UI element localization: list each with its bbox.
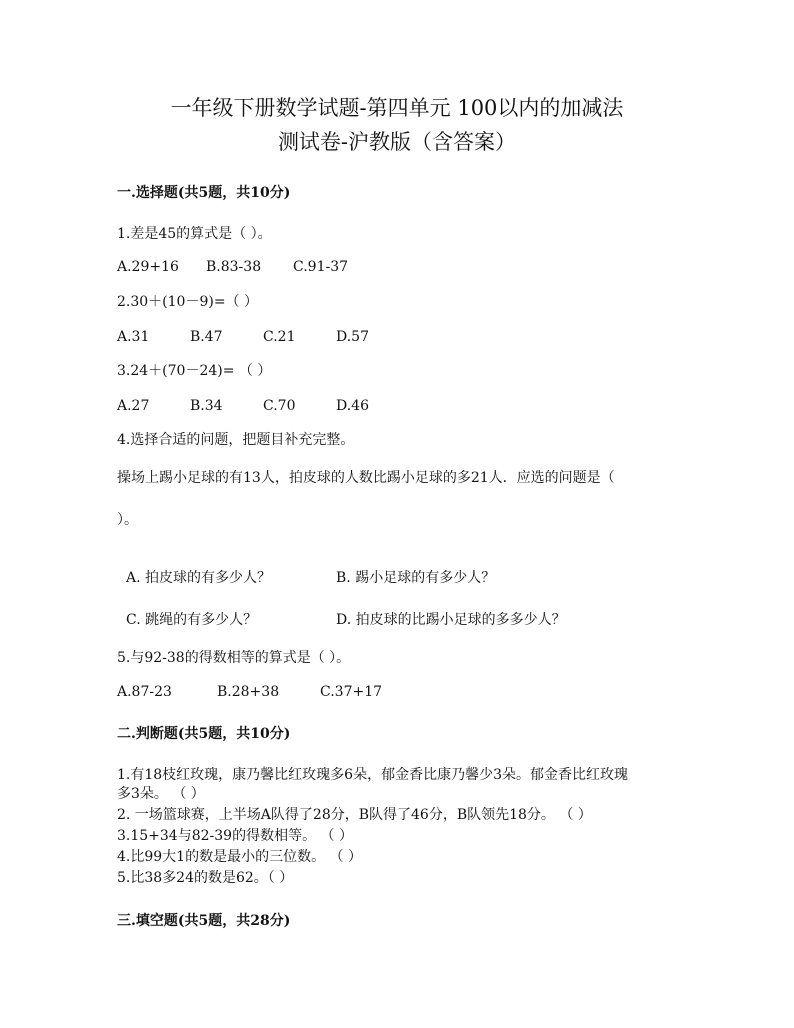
option-c: C.70 [263,398,296,414]
judge-question-4: 4.比99大1的数是最小的三位数。 （ ） [117,849,362,865]
option-d: D.46 [336,398,369,414]
question-1-stem: 1.差是45的算式是（ ）。 [117,226,272,242]
question-4-text-line-2: ）。 [117,512,138,528]
option-c: C.91-37 [293,259,349,275]
judge-question-2: 2. 一场篮球赛，上半场A队得了28分，B队得了46分，B队领先18分。 （ ） [117,807,592,823]
section-heading-choice: 一.选择题(共5题，共10分) [117,185,291,201]
option-b: B.28+38 [217,684,280,700]
judge-question-5: 5.比38多24的数是62。（ ） [117,870,294,886]
option-a: A.27 [117,398,150,414]
option-d: D.57 [336,329,369,345]
option-a: A.87-23 [117,684,172,700]
option-c: C.37+17 [320,684,383,700]
option-a: A.29+16 [117,259,179,275]
option-d: D. 拍皮球的比踢小足球的多多少人？ [336,612,566,628]
question-2-stem: 2.30＋(10－9)=（ ） [117,294,258,310]
option-a: A.31 [117,329,150,345]
judge-question-1-line-1: 1.有18枝红玫瑰，康乃馨比红玫瑰多6朵，郁金香比康乃馨少3朵。郁金香比红玫瑰 [117,767,628,783]
page-title-line-2: 测试卷-沪教版（含答案） [277,130,517,154]
question-3-stem: 3.24＋(70－24)= （ ） [117,363,272,379]
option-b: B.34 [190,398,223,414]
option-c: C.21 [263,329,296,345]
question-5-stem: 5.与92-38的得数相等的算式是（ ）。 [117,650,351,666]
option-b: B. 踢小足球的有多少人？ [336,570,496,586]
judge-question-1-line-2: 多3朵。 （ ） [117,786,205,802]
option-b: B.47 [190,329,223,345]
page-title-line-1: 一年级下册数学试题-第四单元 100以内的加减法 [170,96,624,120]
option-b: B.83-38 [206,259,262,275]
option-c: C. 跳绳的有多少人？ [126,612,258,628]
section-heading-judge: 二.判断题(共5题，共10分) [117,726,291,742]
question-4-stem: 4.选择合适的问题，把题目补充完整。 [117,432,355,448]
section-heading-fill: 三.填空题(共5题，共28分) [117,913,291,929]
judge-question-3: 3.15+34与82-39的得数相等。 （ ） [117,828,353,844]
option-a: A. 拍皮球的有多少人？ [126,570,272,586]
question-4-text-line-1: 操场上踢小足球的有13人，拍皮球的人数比踢小足球的多21人．应选的问题是（ [117,470,615,486]
